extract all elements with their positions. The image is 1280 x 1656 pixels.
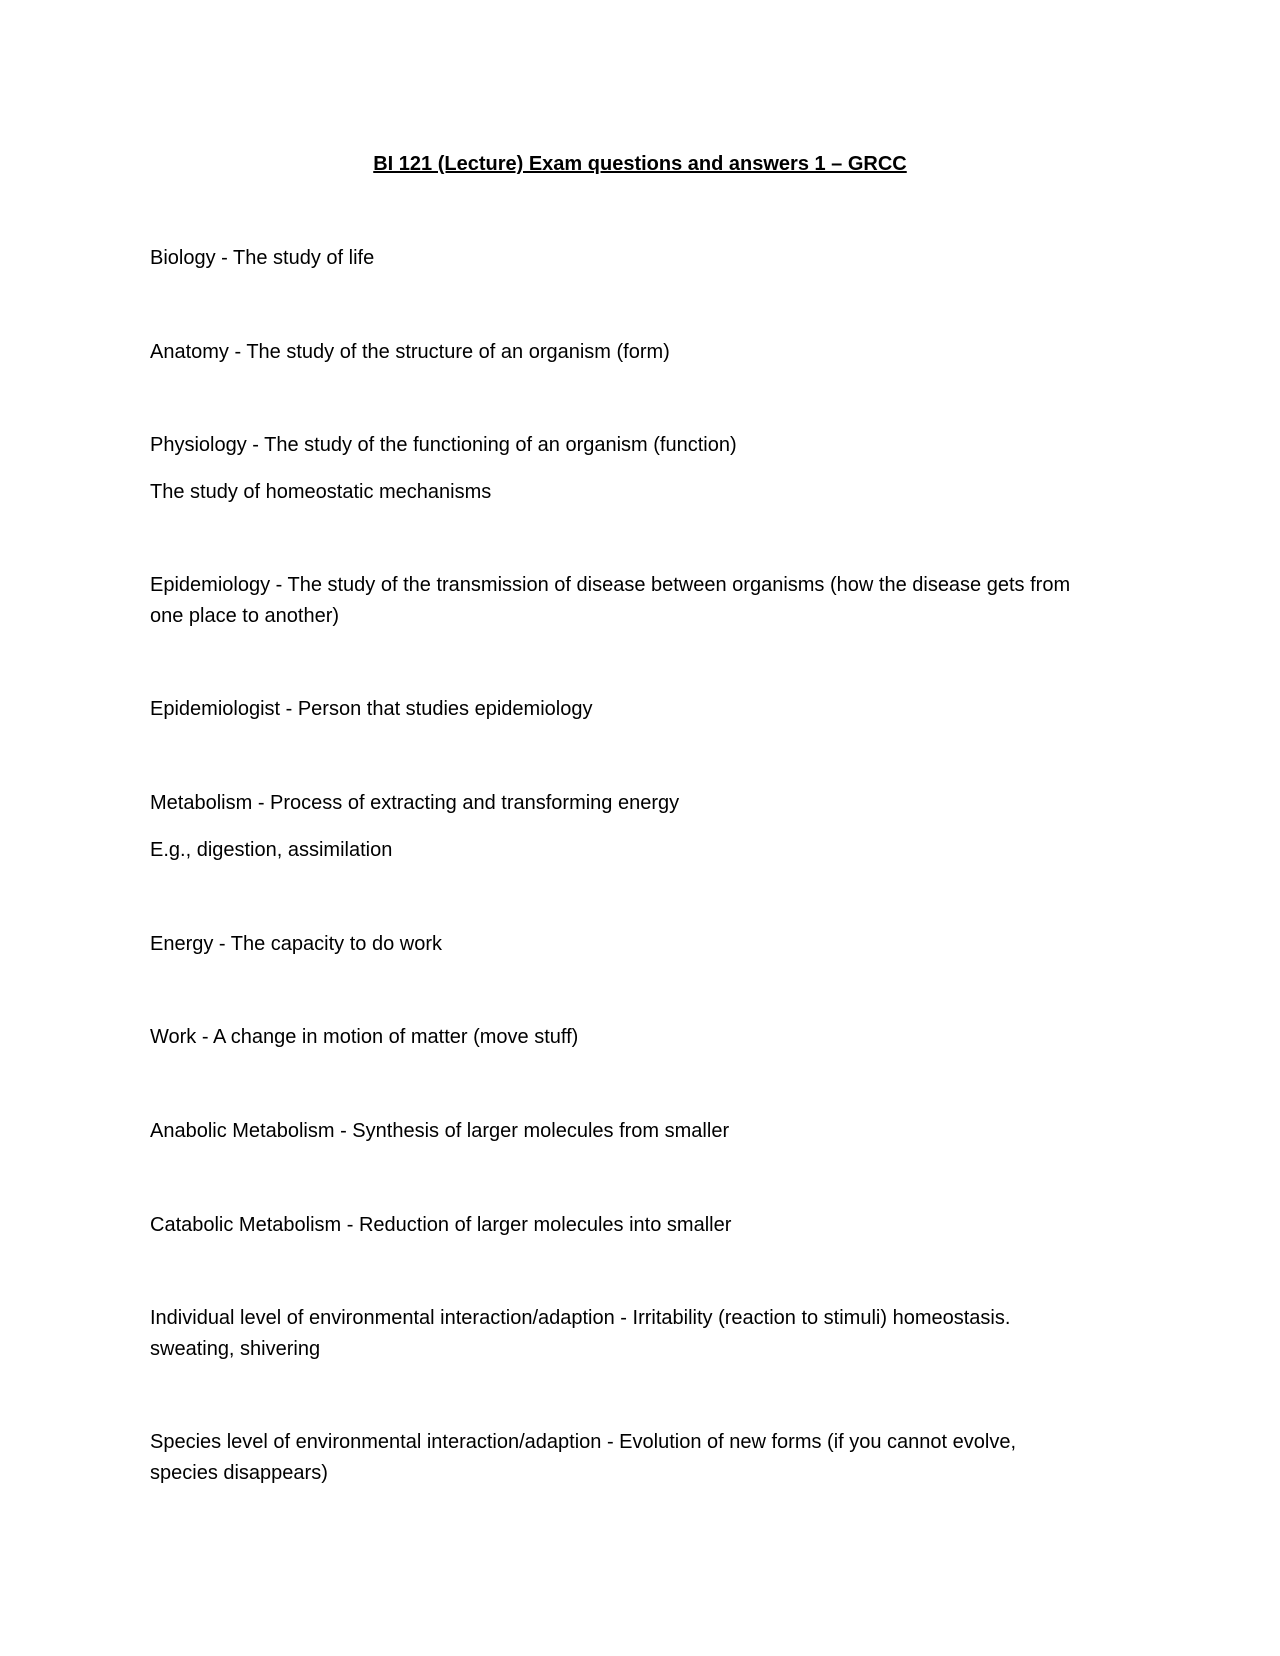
definition-line: Catabolic Metabolism - Reduction of larger molecules into smaller — [150, 1214, 732, 1236]
document-title: BI 121 (Lecture) Exam questions and answers 1 – GRCC — [373, 153, 907, 175]
definition-physiology — [150, 430, 1130, 508]
definition-work — [150, 1022, 1130, 1053]
definition-line: sweating, shivering — [150, 1338, 321, 1360]
definition-line: Energy - The capacity to do work — [150, 933, 442, 955]
definition-line: Physiology - The study of the functioning of an organism (function) — [150, 434, 737, 456]
definition-line: Metabolism - Process of extracting and transforming energy — [150, 792, 680, 814]
definition-line: species disappears) — [150, 1462, 328, 1484]
definition-subline: The study of homeostatic mechanisms — [150, 481, 492, 503]
definition-anatomy — [150, 337, 1130, 368]
definition-biology — [150, 243, 1130, 274]
definition-energy — [150, 929, 1130, 960]
definition-catabolic-metabolism — [150, 1210, 1130, 1241]
definition-epidemiologist — [150, 694, 1130, 725]
definition-species-level — [150, 1427, 1130, 1489]
definition-metabolism — [150, 788, 1130, 866]
definition-line: Individual level of environmental interaction/adaption - Irritability (reaction to stimuli) homeostasis. — [150, 1307, 1011, 1329]
definition-line: one place to another) — [150, 605, 340, 627]
definition-subline: E.g., digestion, assimilation — [150, 839, 393, 861]
definition-epidemiology — [150, 570, 1130, 632]
definition-line: Epidemiologist - Person that studies epidemiology — [150, 698, 593, 720]
definition-line: Biology - The study of life — [150, 247, 375, 269]
definition-line: Work - A change in motion of matter (move stuff) — [150, 1026, 579, 1048]
definition-anabolic-metabolism — [150, 1116, 1130, 1147]
definition-line: Epidemiology - The study of the transmission of disease between organisms (how the disease gets from — [150, 574, 1071, 596]
definition-line: Species level of environmental interaction/adaption - Evolution of new forms (if you cannot evolve, — [150, 1431, 1017, 1453]
definition-line: Anabolic Metabolism - Synthesis of larger molecules from smaller — [150, 1120, 730, 1142]
definition-individual-level — [150, 1303, 1130, 1365]
definition-line: Anatomy - The study of the structure of an organism (form) — [150, 341, 670, 363]
